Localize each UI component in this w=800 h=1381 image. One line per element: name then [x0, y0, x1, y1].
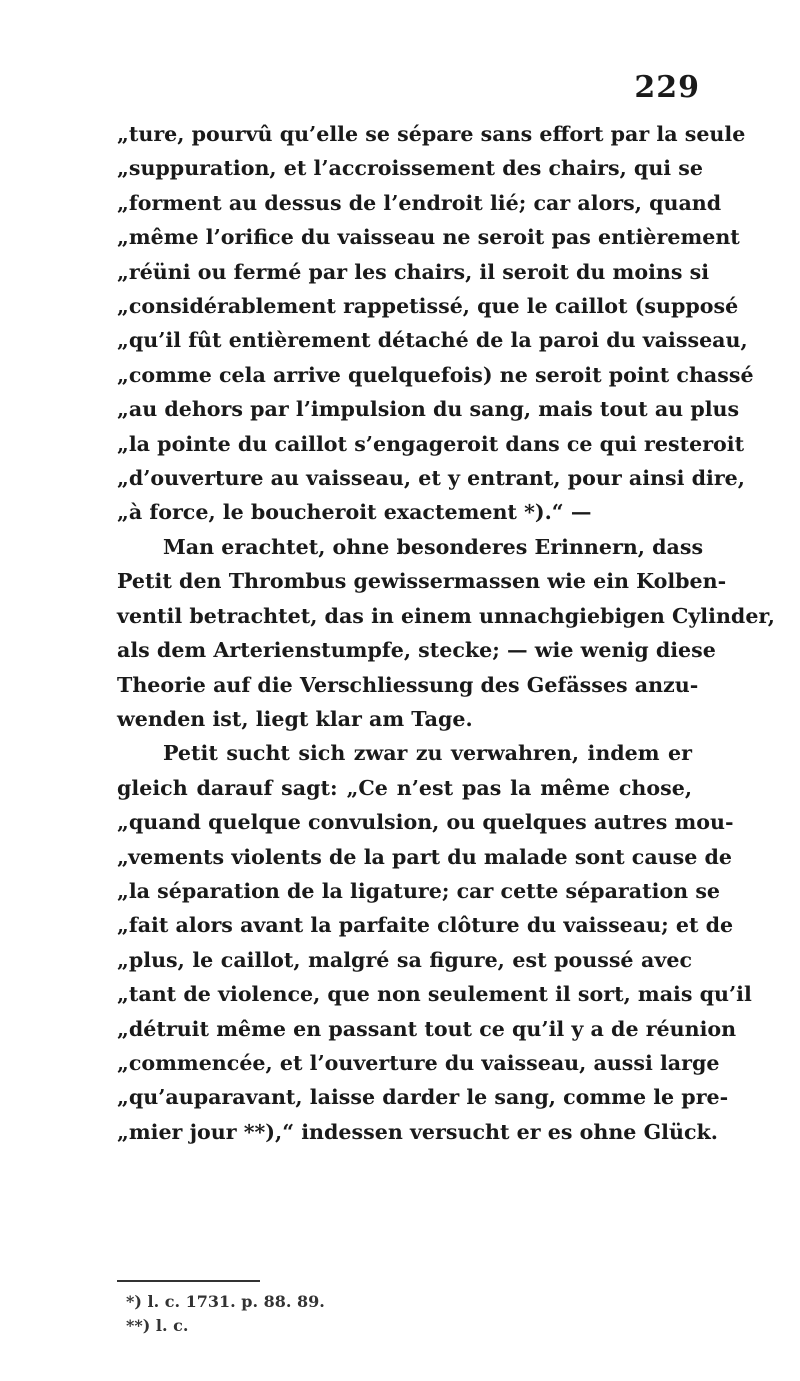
text-line: „au dehors par l’impulsion du sang, mais tout au plus: [117, 397, 740, 422]
text-line: „détruit même en passant tout ce qu’il y a de réunion: [117, 1016, 737, 1041]
text-line: „d’ouverture au vaisseau, et y entrant, pour ainsi dire,: [117, 466, 745, 491]
text-line: Petit sucht sich zwar zu verwahren, indem er: [163, 741, 692, 766]
text-line: „commencée, et l’ouverture du vaisseau, aussi large: [117, 1050, 720, 1075]
footnote: **) l. c.: [126, 1316, 189, 1335]
text-line: „même l’orifice du vaisseau ne seroit pas entièrement: [117, 225, 740, 250]
text-line: „quand quelque convulsion, ou quelques autres mou-: [117, 810, 734, 835]
text-line: „réüni ou fermé par les chairs, il seroit du moins si: [117, 259, 710, 284]
footnote: *) l. c. 1731. p. 88. 89.: [126, 1292, 325, 1311]
text-line: „suppuration, et l’accroissement des chairs, qui se: [117, 156, 703, 181]
text-line: „la séparation de la ligature; car cette séparation se: [117, 878, 721, 903]
text-line: „la pointe du caillot s’engageroit dans ce qui resteroit: [117, 431, 745, 456]
text-line: „qu’auparavant, laisse darder le sang, comme le pre-: [117, 1085, 729, 1110]
text-line: Theorie auf die Verschliessung des Gefässes anzu-: [117, 672, 699, 697]
text-line: „considérablement rappetissé, que le caillot (supposé: [117, 294, 739, 319]
text-line: als dem Arterienstumpfe, stecke; — wie wenig diese: [117, 638, 716, 663]
text-line: Man erachtet, ohne besonderes Erinnern, dass: [163, 534, 704, 559]
text-line: „vements violents de la part du malade sont cause de: [117, 844, 733, 869]
text-line: wenden ist, liegt klar am Tage.: [117, 706, 473, 731]
text-line: „ture, pourvû qu’elle se sépare sans effort par la seule: [117, 122, 746, 146]
text-line: „tant de violence, que non seulement il sort, mais qu’il: [117, 982, 752, 1007]
text-line: „plus, le caillot, malgré sa figure, est poussé avec: [117, 947, 692, 972]
page-number: 229: [634, 70, 700, 105]
text-line: „à force, le boucheroit exactement *).“ —: [117, 500, 592, 525]
text-line: gleich darauf sagt: „Ce n’est pas la même chose,: [117, 775, 692, 800]
footnotes: [126, 1290, 325, 1338]
text-line: „comme cela arrive quelquefois) ne seroit point chassé: [117, 362, 754, 387]
body-text: [117, 117, 775, 1149]
footnote-divider: [117, 1280, 260, 1282]
text-line: Petit den Thrombus gewissermassen wie ein Kolben-: [117, 569, 727, 594]
text-line: „forment au dessus de l’endroit lié; car alors, quand: [117, 190, 722, 215]
text-line: ventil betrachtet, das in einem unnachgiebigen Cylinder,: [117, 603, 775, 628]
text-line: „mier jour **),“ indessen versucht er es ohne Glück.: [117, 1119, 718, 1144]
text-line: „qu’il fût entièrement détaché de la paroi du vaisseau,: [117, 328, 748, 353]
text-line: „fait alors avant la parfaite clôture du vaisseau; et de: [117, 913, 734, 938]
